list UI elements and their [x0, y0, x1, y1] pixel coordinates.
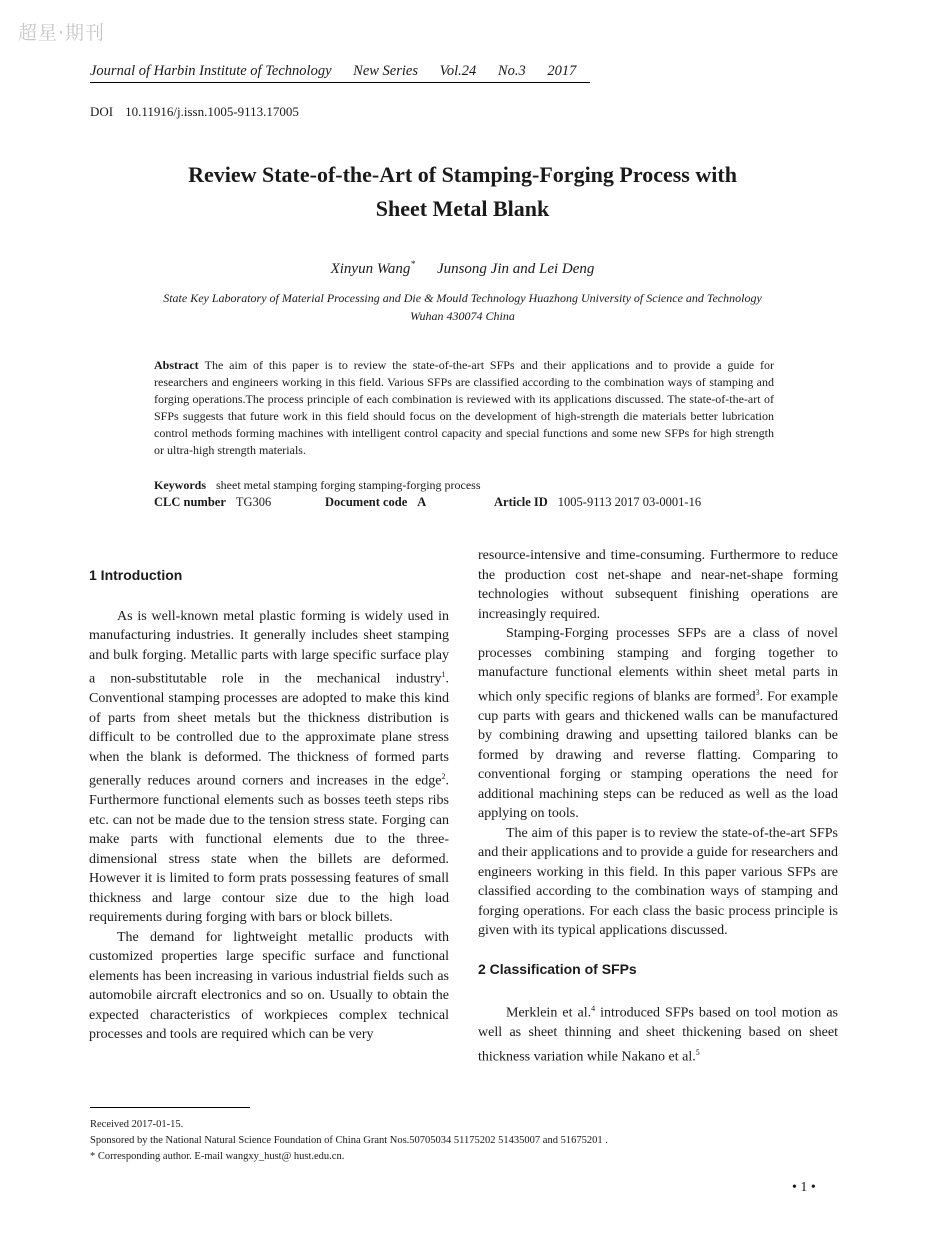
intro-paragraph-2: The demand for lightweight metallic products with customized properties large specific surface and functional elements has been increasing in various industrial fields such as automobile aircraft electronics and so on. Usually to obtain the expected characteristics of workpieces complex technical processes and tools are required which can be very: [89, 929, 449, 1043]
left-column: [89, 546, 449, 1045]
intro-paragraph-1: As is well-known metal plastic forming is widely used in manufacturing industries. It generally includes sheet stamping and bulk forging. Metallic parts with large specific surface play a non-substitutable role in the mechanical industry$^1$. Conventional stamping processes are adopted to make this kind of parts from sheet metals but the thickness distribution is difficult to be controlled due to the approximate plane stress when the blank is deformed. The thickness of formed parts generally reduces around corners and increases in the edge$^2$. Furthermore functional elements such as bosses teeth steps ribs etc. can not be made due to the tension stress state. Forging can make parts with functional elements due to the three-dimensional stress state when the billets are deformed. However it is limited to form prats possessing features of small thickness and large contour size due to the high load requirements during forging with bars or block billets.: [89, 608, 449, 926]
doi-label: DOI: [90, 104, 114, 119]
author-rest: Junsong Jin and Lei Deng: [436, 261, 595, 277]
doc-code-value: A: [417, 495, 427, 509]
author-first: Xinyun Wang: [330, 261, 411, 277]
title-line-2: Sheet Metal Blank: [375, 196, 550, 221]
abstract-text: The aim of this paper is to review the state-of-the-art SFPs and their applications and to provide a guide for researchers and engineers working in this field. Various SFPs are classified according to the combination ways of stamping and forging operations.The process principle of each combination is reviewed with its applications discussed. The state-of-the-art of SFPs suggests that future work in this field should focus on the development of high-strength die materials better lubrication control methods forming machines with intelligent control capacity and special functions and some new SFPs for high strength or ultra-high strength materials.: [154, 358, 774, 458]
footnote-sponsor: Sponsored by the National Natural Science Foundation of China Grant Nos.50705034 51175202 51435007 and 51675201 .: [90, 1135, 608, 1146]
journal-name: Journal of Harbin Institute of Technology: [90, 63, 332, 79]
intro-paragraph-4: Stamping-Forging processes SFPs are a class of novel processes combining stamping and forging together to manufacture functional elements within sheet metal parts in which only specific regions of blanks are formed$^3$. For example cup parts with gears and thickened walls can be manufactured by combining drawing and upsetting tailored blanks can be formed by drawing and reverse flatting. Comparing to conventional forging or stamping operations the need for additional machining steps can be reduced as well as the load applying on tools.: [478, 626, 838, 822]
citation-ref: 3: [755, 687, 760, 697]
citation-ref: 2: [441, 772, 446, 782]
doi-value: 10.11916/j.issn.1005-9113.17005: [125, 104, 299, 119]
intro-paragraph-5: The aim of this paper is to review the state-of-the-art SFPs and their applications and to provide a guide for researchers and engineers working in this field. In this paper various SFPs are classified according to the combination ways of stamping and forging operations. For each class the basic process principle is given with its typical applications discussed.: [478, 825, 838, 939]
journal-header: [90, 63, 590, 83]
doi: [90, 104, 299, 120]
affiliation-line-1: State Key Laboratory of Material Processing and Die & Mould Technology Huazhong University of Science and Technology: [163, 291, 762, 305]
clc-label: CLC number: [154, 495, 226, 509]
paper-title: [90, 158, 835, 226]
abstract: [154, 357, 774, 460]
right-column: [478, 546, 838, 1067]
article-id-label: Article ID: [494, 495, 548, 509]
article-id-value: 1005-9113 2017 03-0001-16: [557, 495, 702, 509]
watermark: 超星·期刊: [18, 22, 106, 44]
keywords-text: sheet metal stamping forging stamping-forging process: [216, 478, 481, 492]
journal-series: New Series: [353, 63, 418, 79]
title-line-1: Review State-of-the-Art of Stamping-Forging Process with: [188, 162, 737, 187]
authors: [90, 259, 835, 278]
corresponding-mark: *: [410, 259, 415, 269]
journal-year: 2017: [547, 63, 577, 79]
page-number: • 1 •: [792, 1180, 816, 1195]
citation-ref: 5: [695, 1047, 700, 1057]
citation-ref: 4: [591, 1004, 596, 1014]
section-heading-classification: 2 Classification of SFPs: [478, 960, 637, 977]
doc-code-label: Document code: [325, 495, 408, 509]
footnotes: [90, 1117, 850, 1165]
footnote-rule: [90, 1107, 250, 1108]
clc-value: TG306: [235, 495, 272, 509]
affiliation-line-2: Wuhan 430074 China: [410, 309, 515, 323]
section-heading-introduction: 1 Introduction: [89, 567, 183, 583]
keywords-label: Keywords: [154, 478, 206, 492]
citation-ref: 1: [441, 670, 446, 679]
affiliation: [90, 289, 835, 325]
journal-volume: Vol.24: [439, 63, 477, 79]
abstract-label: Abstract: [154, 358, 199, 372]
intro-paragraph-3: resource-intensive and time-consuming. Furthermore to reduce the production cost net-shape and near-net-shape forming technologies without subsequent finishing operations are increasingly required.: [478, 548, 838, 622]
footnote-received: Received 2017-01-15.: [90, 1119, 184, 1130]
footnote-corresponding: * Corresponding author. E-mail wangxy_hust@ hust.edu.cn.: [90, 1151, 345, 1162]
keywords: [154, 478, 481, 493]
journal-issue: No.3: [497, 63, 526, 79]
classification-paragraph-1: Merklein et al.$^4$ introduced SFPs based on tool motion as well as sheet thinning and sheet thickening based on sheet thickness variation while Nakano et al.$^5$: [478, 1004, 838, 1065]
